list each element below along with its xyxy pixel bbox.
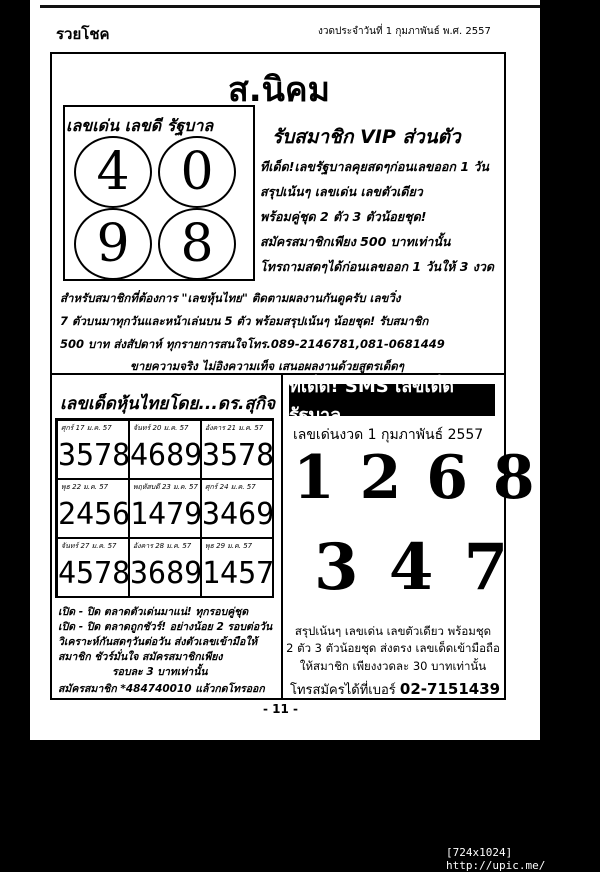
stock-number: 1457 xyxy=(202,556,275,591)
sms-heading: ทีเด็ด! SMS เลขเด็ดรัฐบาล xyxy=(289,384,495,416)
sms-note: สรุปเน้นๆ เลขเด่น เลขตัวเดียว พร้อมชุด xyxy=(294,624,492,638)
stock-number: 3578 xyxy=(58,438,131,473)
stock-number: 4689 xyxy=(130,438,203,473)
digit-circle: 4 xyxy=(74,136,152,208)
vip-heading: รับสมาชิก VIP ส่วนตัว xyxy=(272,126,461,148)
stock-number: 3578 xyxy=(202,438,275,473)
sms-number-row: 3 4 7 xyxy=(314,530,513,605)
stock-date: จันทร์ 20 ม.ค. 57 xyxy=(133,424,189,432)
member-line: 7 ตัวบนมาทุกวันและหน้าเล่นบน 5 ตัว พร้อมสรุปเน้นๆ น้อยชุด! รับสมาชิก xyxy=(60,314,429,328)
sms-number-row: 1 2 6 8 xyxy=(293,443,537,513)
stock-number-grid xyxy=(55,418,274,598)
member-line: สำหรับสมาชิกที่ต้องการ "เลขหุ้นไทย" ติดตามผลงานกันดูครับ เลขวิ่ง xyxy=(60,291,401,305)
digit-circle: 0 xyxy=(158,136,236,208)
stock-number: 4578 xyxy=(58,556,131,591)
stock-cell xyxy=(201,538,273,597)
stock-cell xyxy=(129,538,201,597)
ad-title: ส.นิคม xyxy=(228,70,331,110)
stock-number: 3469 xyxy=(202,497,275,532)
stock-date: พุธ 22 ม.ค. 57 xyxy=(61,483,109,491)
stock-note: เปิด - ปิด ตลาดถูกชัวร์! อย่างน้อย 2 รอบต่อวัน xyxy=(58,621,273,633)
stock-title: เลขเด็ดหุ้นไทยโดย...ดร.สุกิจ xyxy=(60,394,276,414)
vip-line: โทรถามสดๆได้ก่อนเลขออก 1 วันให้ 3 งวด xyxy=(260,259,494,274)
issue-date: งวดประจำวันที่ 1 กุมภาพันธ์ พ.ศ. 2557 xyxy=(318,26,491,37)
stock-cell xyxy=(129,420,201,479)
image-footer: [724x1024] http://upic.me/ xyxy=(446,846,546,872)
page-number: - 11 - xyxy=(263,702,299,716)
stock-date: ศุกร์ 17 ม.ค. 57 xyxy=(61,424,112,432)
stock-note: สมัครสมาชิก *484740010 แล้วกดโทรออก xyxy=(58,683,265,695)
stock-cell xyxy=(201,420,273,479)
stock-number: 1479 xyxy=(130,497,203,532)
member-line: 500 บาท ส่งสัปดาห์ ทุกรายการสนใจโทร.089-2146781,081-0681449 xyxy=(60,337,445,351)
phone-number: 02-7151439 xyxy=(399,680,501,698)
draw-date: เลขเด่นงวด 1 กุมภาพันธ์ 2557 xyxy=(293,427,484,443)
vip-line: สรุปเน้นๆ เลขเด่น เลขตัวเดียว xyxy=(260,184,423,199)
stock-date: อังคาร 21 ม.ค. 57 xyxy=(205,424,264,432)
vip-line: สมัครสมาชิกเพียง 500 บาทเท่านั้น xyxy=(260,234,451,249)
stock-date: จันทร์ 27 ม.ค. 57 xyxy=(61,542,117,550)
stock-note: รอบละ 3 บาทเท่านั้น xyxy=(112,666,208,678)
vip-line: พร้อมคู่ชุด 2 ตัว 3 ตัวน้อยชุด! xyxy=(260,209,427,224)
top-rule xyxy=(40,5,540,8)
stock-date: ศุกร์ 24 ม.ค. 57 xyxy=(205,483,256,491)
stock-cell xyxy=(57,538,129,597)
member-line: ขายความจริง ไม่อิงความเท็จ เสนอผลงานด้วยสูตรเด็ดๆ xyxy=(130,359,404,373)
phone-label: โทรสมัครได้ที่เบอร์ xyxy=(290,683,396,698)
stock-date: อังคาร 28 ม.ค. 57 xyxy=(133,542,192,550)
stock-date: พฤหัสบดี 23 ม.ค. 57 xyxy=(133,483,198,491)
stock-date: พุธ 29 ม.ค. 57 xyxy=(205,542,253,550)
stock-number: 3689 xyxy=(130,556,203,591)
lucky-box-title: เลขเด่น เลขดี รัฐบาล xyxy=(66,116,214,135)
digit-circle: 9 xyxy=(74,208,152,280)
sms-phone-line xyxy=(290,679,500,700)
sms-note: 2 ตัว 3 ตัวน้อยชุด ส่งตรง เลขเด็ดเข้ามือถือ xyxy=(286,641,500,655)
stock-cell xyxy=(129,479,201,538)
magazine-name: รวยโชค xyxy=(56,25,110,43)
stock-note: วิเคราะห์กันสดๆวันต่อวัน ส่งตัวเลขเข้ามือให้ xyxy=(58,636,258,648)
stock-number: 2456 xyxy=(58,497,131,532)
stock-note: เปิด - ปิด ตลาดตัวเด่นมาแน่! ทุกรอบคู่ชุด xyxy=(58,606,249,618)
vip-line: ทีเด็ด!เลขรัฐบาลคุยสดๆก่อนเลขออก 1 วัน xyxy=(260,159,489,174)
stock-cell xyxy=(57,479,129,538)
stock-cell xyxy=(57,420,129,479)
digit-circle: 8 xyxy=(158,208,236,280)
vertical-divider xyxy=(281,374,283,700)
stock-cell xyxy=(201,479,273,538)
sms-note: ให้สมาชิก เพียงงวดละ 30 บาทเท่านั้น xyxy=(299,659,487,673)
stock-note: สมาชิก ชัวร์มั่นใจ สมัครสมาชิกเพียง xyxy=(58,651,223,663)
